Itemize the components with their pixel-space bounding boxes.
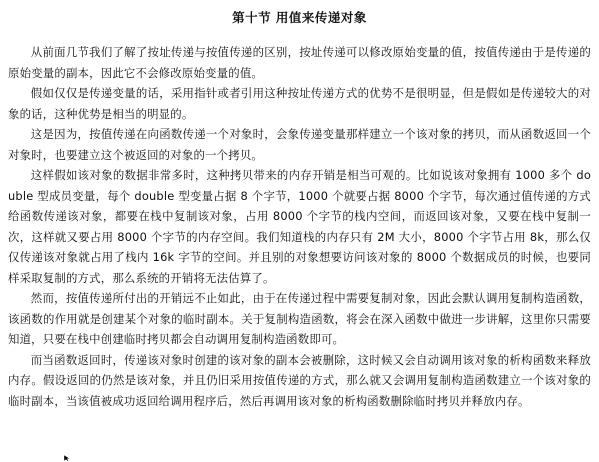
section-title: 第十节 用值来传递对象 [232,10,367,25]
paragraph-2: 假如仅仅是传递变量的话，采用指针或者引用这种按址传递方式的优势不是很明显，但是假如是传递较大的对象的话，这种优势是相当的明显的。 [8,86,591,121]
paragraph-6: 而当函数返回时，传递该对象时创建的该对象的副本会被删除，这时候又会自动调用该对象的析构函数来释放内存。假设返回的仍然是该对象，并且仍旧采用按值传递的方式，那么就又会调用复制构造函数建立一个该对象的临时副本，当该值被成功返回给调用程序后，然后再调用该对象的析构函数删除临时拷贝并释放内存。 [8,352,591,408]
mouse-cursor-icon [64,455,72,461]
paragraph-5: 然而，按值传递所付出的开销远不止如此，由于在传递过程中需要复制对象，因此会默认调用复制构造函数，该函数的作用就是创建某个对象的临时副本。关于复制构造函数，将会在深入函数中做进一步讲解，这里你只需要知道，只要在栈中创建临时拷贝都会自动调用复制构造函数即可。 [8,291,591,346]
paragraph-1: 从前面几节我们了解了按址传递与按值传递的区别，按址传递可以修改原始变量的值，按值传递由于是传递的原始变量的副本，因此它不会修改原始变量的值。 [8,45,591,80]
paragraph-4: 这样假如该对象的数据非常多时，这种拷贝带来的内存开销是相当可观的。比如说该对象拥有 1000 多个 double 型成员变量，每个 double 型变量占据 8 个字节，1000 个就要占据 8000 个字节，每次通过值传递的方式给函数传递该对象，都要在栈中复制该对象，占用 8000 个字节的栈内空间，而返回该对象，又要在栈中复制一次，这样就又要占用 8000 个字节的内存空间。我们知道栈的内存只有 2M 大小，8000 个字节占用 8k，那么仅仅传递该对象就占用了栈内 16k 字节的空间。并且别的对象想要访问该对象的 8000 个数据成员的时候，也要同样采取复制的方式，那么系统的开销将无法估算了。 [8,168,591,285]
paragraph-3: 这是因为，按值传递在向函数传递一个对象时，会象传递变量那样建立一个该对象的拷贝，而从函数返回一个对象时，也要建立这个被返回的对象的一个拷贝。 [8,127,591,162]
